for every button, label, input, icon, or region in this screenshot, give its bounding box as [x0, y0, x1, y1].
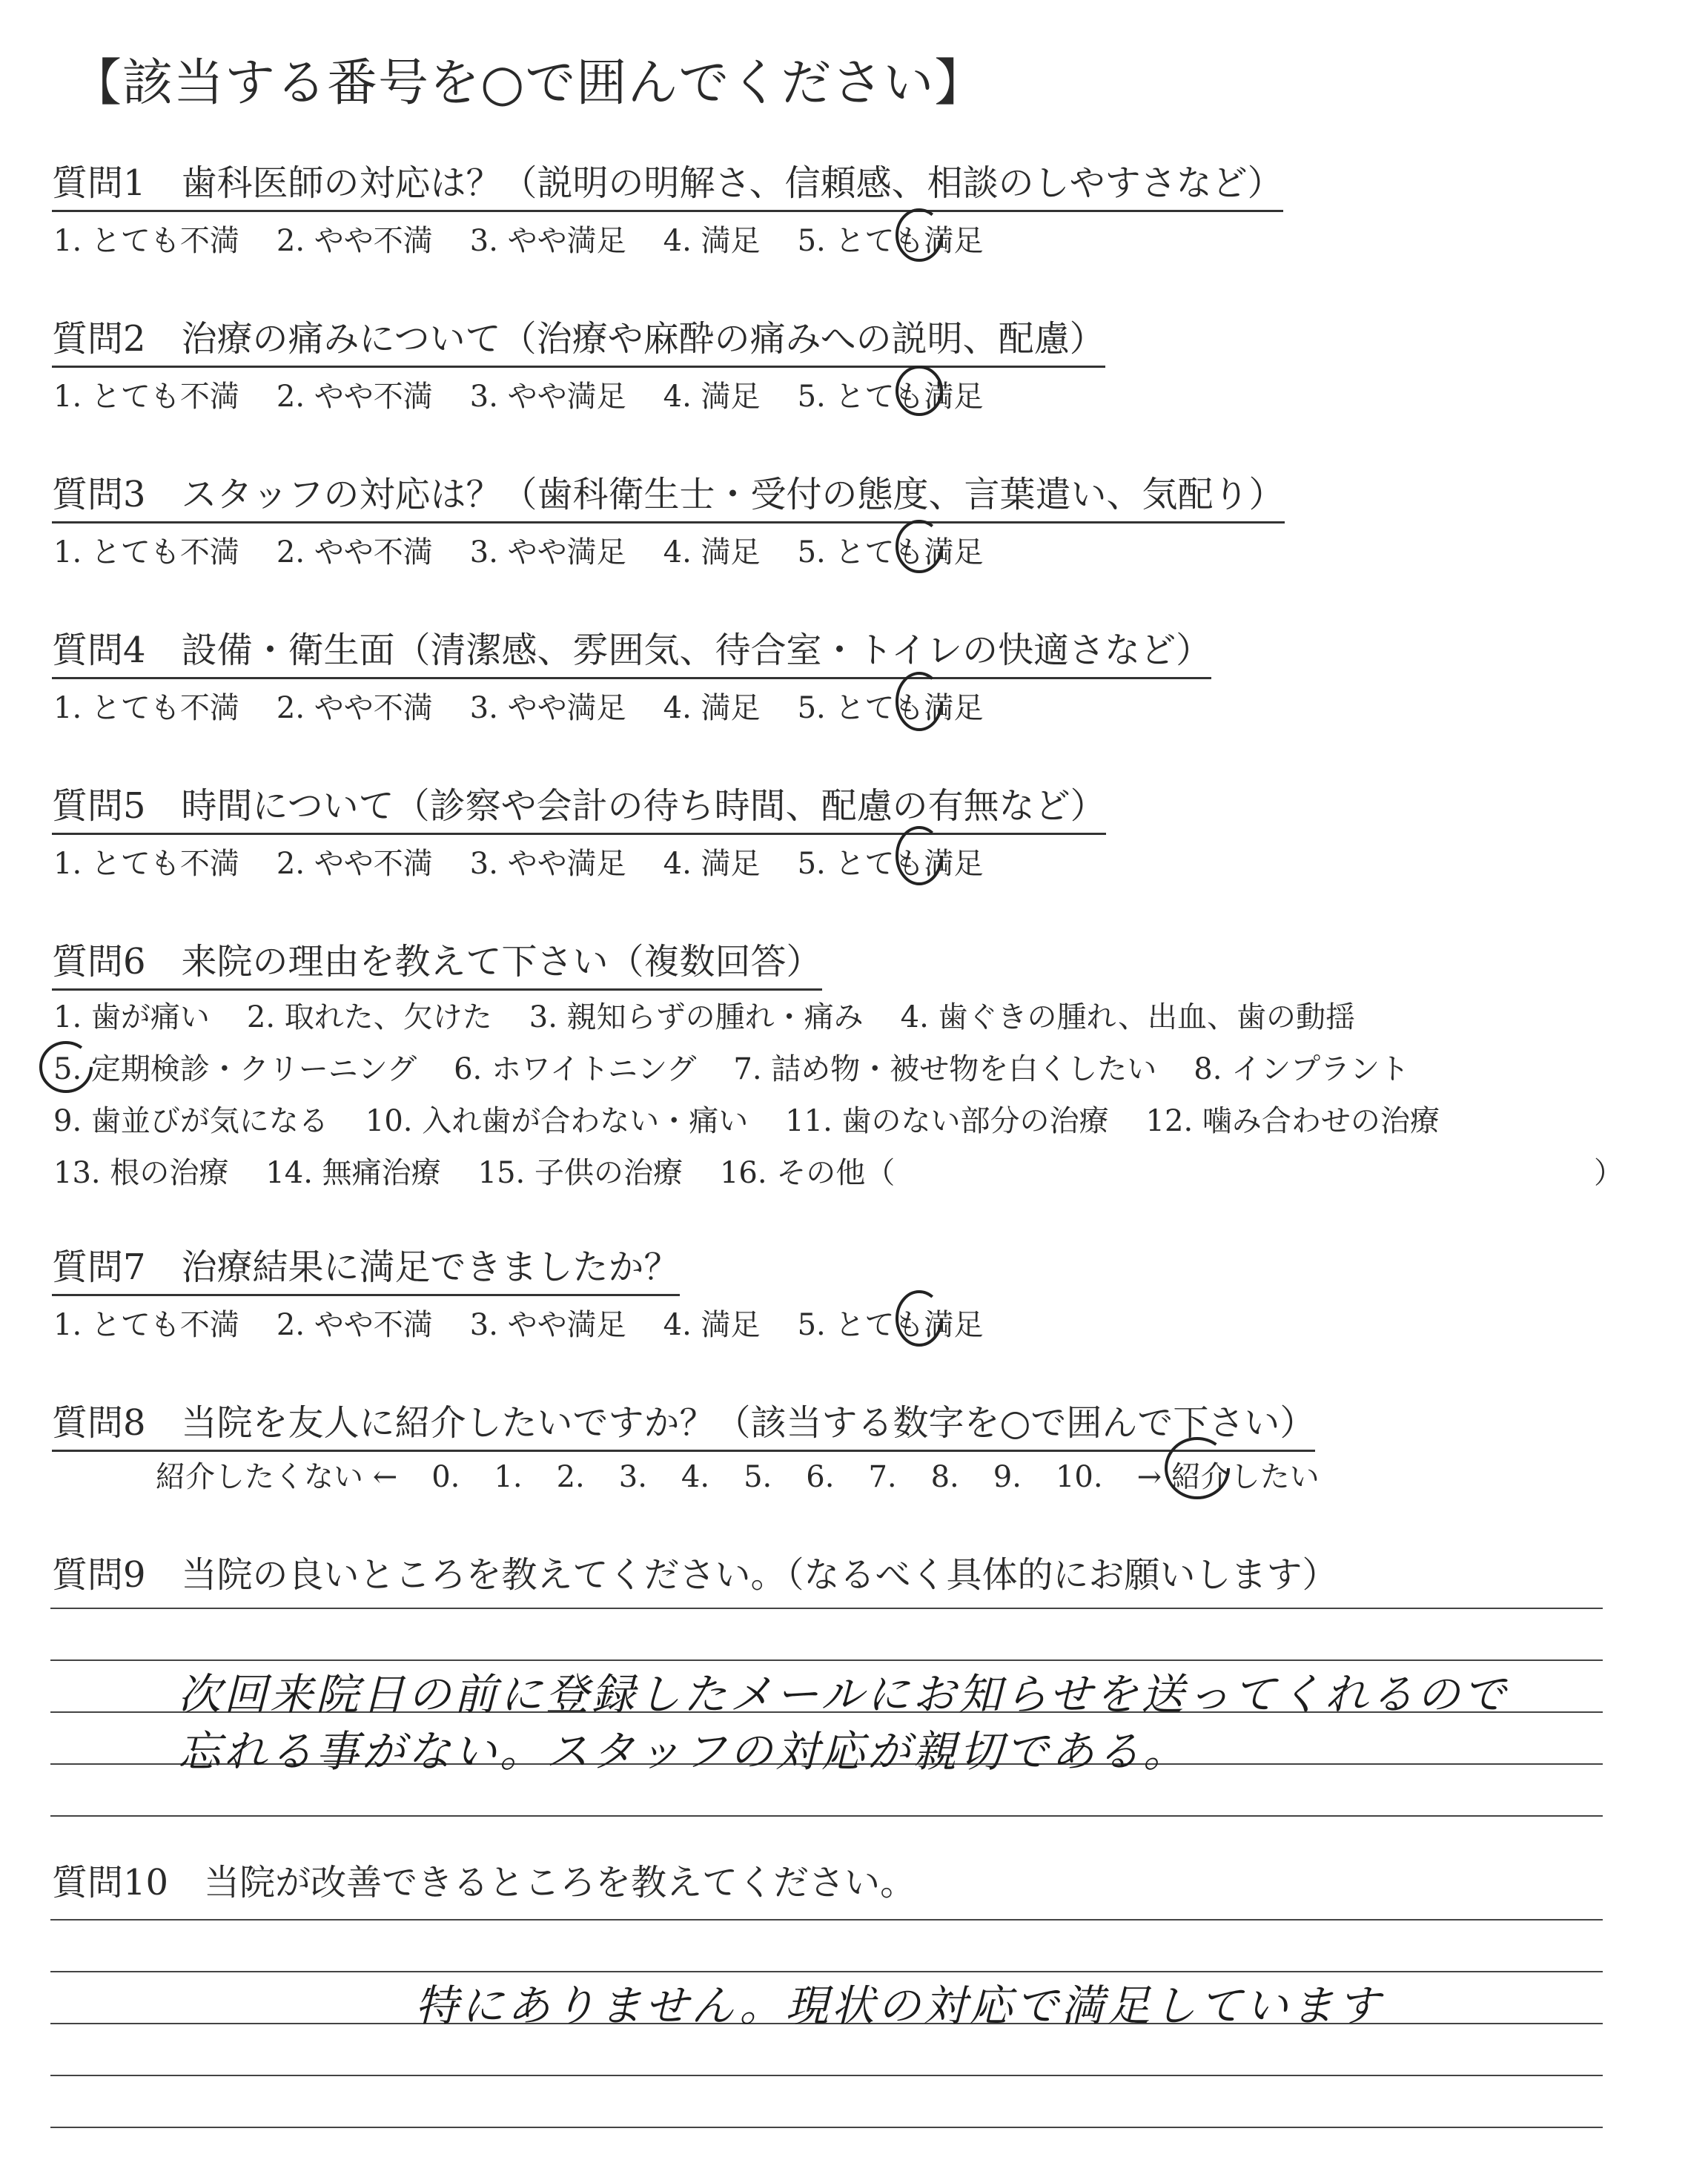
q9-handwritten-line-1: 次回来院日の前に登録したメールにお知らせを送ってくれるので	[178, 1669, 1509, 1720]
q6-option[interactable]: 7. 詰め物・被せ物を白くしたい	[733, 1052, 1157, 1086]
option-4[interactable]: 4. 満足	[663, 380, 761, 414]
option-4[interactable]: 4. 満足	[663, 1308, 761, 1342]
answer-circle-q7	[890, 1283, 949, 1353]
question-1-title: 質問1 歯科医師の対応は？（説明の明解さ、信頼感、相談のしやすさなど）	[52, 154, 1283, 212]
answer-circle-q2	[890, 357, 949, 424]
option-2[interactable]: 2. やや不満	[276, 380, 433, 414]
answer-circle-q3	[890, 513, 949, 580]
q6-option[interactable]: 10. 入れ歯が合わない・痛い	[365, 1104, 749, 1138]
option-2[interactable]: 2. やや不満	[276, 1308, 433, 1342]
q8-scale-0[interactable]: 0.	[431, 1460, 460, 1494]
answer-circle-q1	[890, 202, 949, 268]
option-3[interactable]: 3. やや満足	[469, 847, 626, 881]
answer-circle-q5	[890, 819, 949, 893]
option-2[interactable]: 2. やや不満	[276, 691, 433, 725]
q8-right-label: → 紹介したい	[1136, 1460, 1320, 1494]
question-7-title: 質問7 治療結果に満足できましたか？	[52, 1238, 680, 1296]
answer-rule	[50, 1919, 1603, 1920]
question-5-options	[53, 840, 1020, 882]
question-6-title: 質問6 来院の理由を教えて下さい（複数回答）	[52, 933, 822, 991]
q6-option[interactable]: 2. 取れた、欠けた	[246, 1000, 492, 1034]
answer-rule	[50, 2075, 1603, 2076]
question-9-title: 質問9 当院の良いところを教えてください。（なるべく具体的にお願いします）	[52, 1554, 1338, 1596]
question-7-options	[53, 1301, 1020, 1344]
question-5-title: 質問5 時間について（診察や会計の待ち時間、配慮の有無など）	[52, 777, 1106, 835]
question-1-options	[53, 217, 1020, 260]
option-4[interactable]: 4. 満足	[663, 535, 761, 569]
option-3[interactable]: 3. やや満足	[469, 380, 626, 414]
answer-circle-q8	[1156, 1425, 1238, 1507]
q6-option[interactable]: 3. 親知らずの腫れ・痛み	[529, 1000, 864, 1034]
question-3-options	[53, 529, 1020, 571]
q6-options-row-4	[53, 1149, 932, 1192]
q6-option[interactable]: 15. 子供の治療	[477, 1156, 683, 1190]
q9-handwritten-line-2: 忘れる事がない。スタッフの対応が親切である。	[178, 1726, 1190, 1777]
option-5[interactable]: 5. とても満足	[797, 1308, 984, 1342]
q10-handwritten-line-1: 特にありません。現状の対応で満足しています	[415, 1981, 1383, 2031]
q6-other-close-paren: ）	[1594, 1156, 1623, 1190]
q8-scale-6[interactable]: 6.	[806, 1460, 835, 1494]
option-2[interactable]: 2. やや不満	[276, 535, 433, 569]
q8-scale-8[interactable]: 8.	[930, 1460, 959, 1494]
option-4[interactable]: 4. 満足	[663, 691, 761, 725]
option-5[interactable]: 5. とても満足	[797, 535, 984, 569]
question-10-title: 質問10 当院が改善できるところを教えてください。	[52, 1862, 916, 1903]
q6-option[interactable]: 14. 無痛治療	[265, 1156, 441, 1190]
q8-scale-5[interactable]: 5.	[744, 1460, 772, 1494]
option-1[interactable]: 1. とても不満	[53, 535, 239, 569]
question-8-title: 質問8 当院を友人に紹介したいですか？（該当する数字を○で囲んで下さい）	[52, 1394, 1315, 1452]
answer-circle-q4	[890, 664, 949, 739]
option-4[interactable]: 4. 満足	[663, 224, 761, 258]
answer-rule	[50, 1815, 1603, 1817]
option-4[interactable]: 4. 満足	[663, 847, 761, 881]
question-2-title: 質問2 治療の痛みについて（治療や麻酔の痛みへの説明、配慮）	[52, 310, 1105, 368]
q6-option[interactable]: 6. ホワイトニング	[454, 1052, 697, 1086]
option-1[interactable]: 1. とても不満	[53, 380, 239, 414]
option-5[interactable]: 5. とても満足	[797, 691, 984, 725]
option-3[interactable]: 3. やや満足	[469, 224, 626, 258]
q6-options-row-2	[53, 1046, 1446, 1088]
q8-scale-10[interactable]: 10.	[1055, 1460, 1103, 1494]
q6-option[interactable]: 12. 噛み合わせの治療	[1145, 1104, 1440, 1138]
option-1[interactable]: 1. とても不満	[53, 691, 239, 725]
q8-left-label: 紹介したくない ←	[156, 1460, 398, 1494]
q8-scale-4[interactable]: 4.	[681, 1460, 710, 1494]
option-5[interactable]: 5. とても満足	[797, 380, 984, 414]
answer-circle-q6	[33, 1034, 99, 1100]
q6-option[interactable]: 11. 歯のない部分の治療	[785, 1104, 1109, 1138]
q6-option[interactable]: 16. その他（	[719, 1156, 896, 1190]
question-3-title: 質問3 スタッフの対応は？（歯科衛生士・受付の態度、言葉遣い、気配り）	[52, 466, 1285, 524]
q8-scale-1[interactable]: 1.	[494, 1460, 523, 1494]
q8-scale-7[interactable]: 7.	[868, 1460, 897, 1494]
q8-scale-3[interactable]: 3.	[618, 1460, 647, 1494]
option-5[interactable]: 5. とても満足	[797, 224, 984, 258]
option-3[interactable]: 3. やや満足	[469, 691, 626, 725]
option-1[interactable]: 1. とても不満	[53, 847, 239, 881]
question-2-options	[53, 373, 1020, 415]
q6-option[interactable]: 9. 歯並びが気になる	[53, 1104, 328, 1138]
option-5[interactable]: 5. とても満足	[797, 847, 984, 881]
page-title: 【該当する番号を○で囲んでください】	[71, 54, 986, 113]
q8-scale-9[interactable]: 9.	[993, 1460, 1022, 1494]
q6-option[interactable]: 5. 定期検診・クリーニング	[53, 1052, 417, 1086]
question-4-options	[53, 684, 1020, 727]
q6-options-row-1	[53, 994, 1392, 1036]
option-3[interactable]: 3. やや満足	[469, 535, 626, 569]
q6-options-row-3	[53, 1097, 1477, 1140]
option-3[interactable]: 3. やや満足	[469, 1308, 626, 1342]
q6-option[interactable]: 4. 歯ぐきの腫れ、出血、歯の動揺	[900, 1000, 1355, 1034]
question-4-title: 質問4 設備・衛生面（清潔感、雰囲気、待合室・トイレの快適さなど）	[52, 621, 1211, 679]
answer-rule	[50, 1608, 1603, 1609]
option-1[interactable]: 1. とても不満	[53, 224, 239, 258]
q8-scale-2[interactable]: 2.	[556, 1460, 585, 1494]
q6-option[interactable]: 8. インプラント	[1194, 1052, 1410, 1086]
q6-option[interactable]: 13. 根の治療	[53, 1156, 229, 1190]
option-2[interactable]: 2. やや不満	[276, 224, 433, 258]
option-1[interactable]: 1. とても不満	[53, 1308, 239, 1342]
q6-option[interactable]: 1. 歯が痛い	[53, 1000, 210, 1034]
answer-rule	[50, 2127, 1603, 2128]
option-2[interactable]: 2. やや不満	[276, 847, 433, 881]
